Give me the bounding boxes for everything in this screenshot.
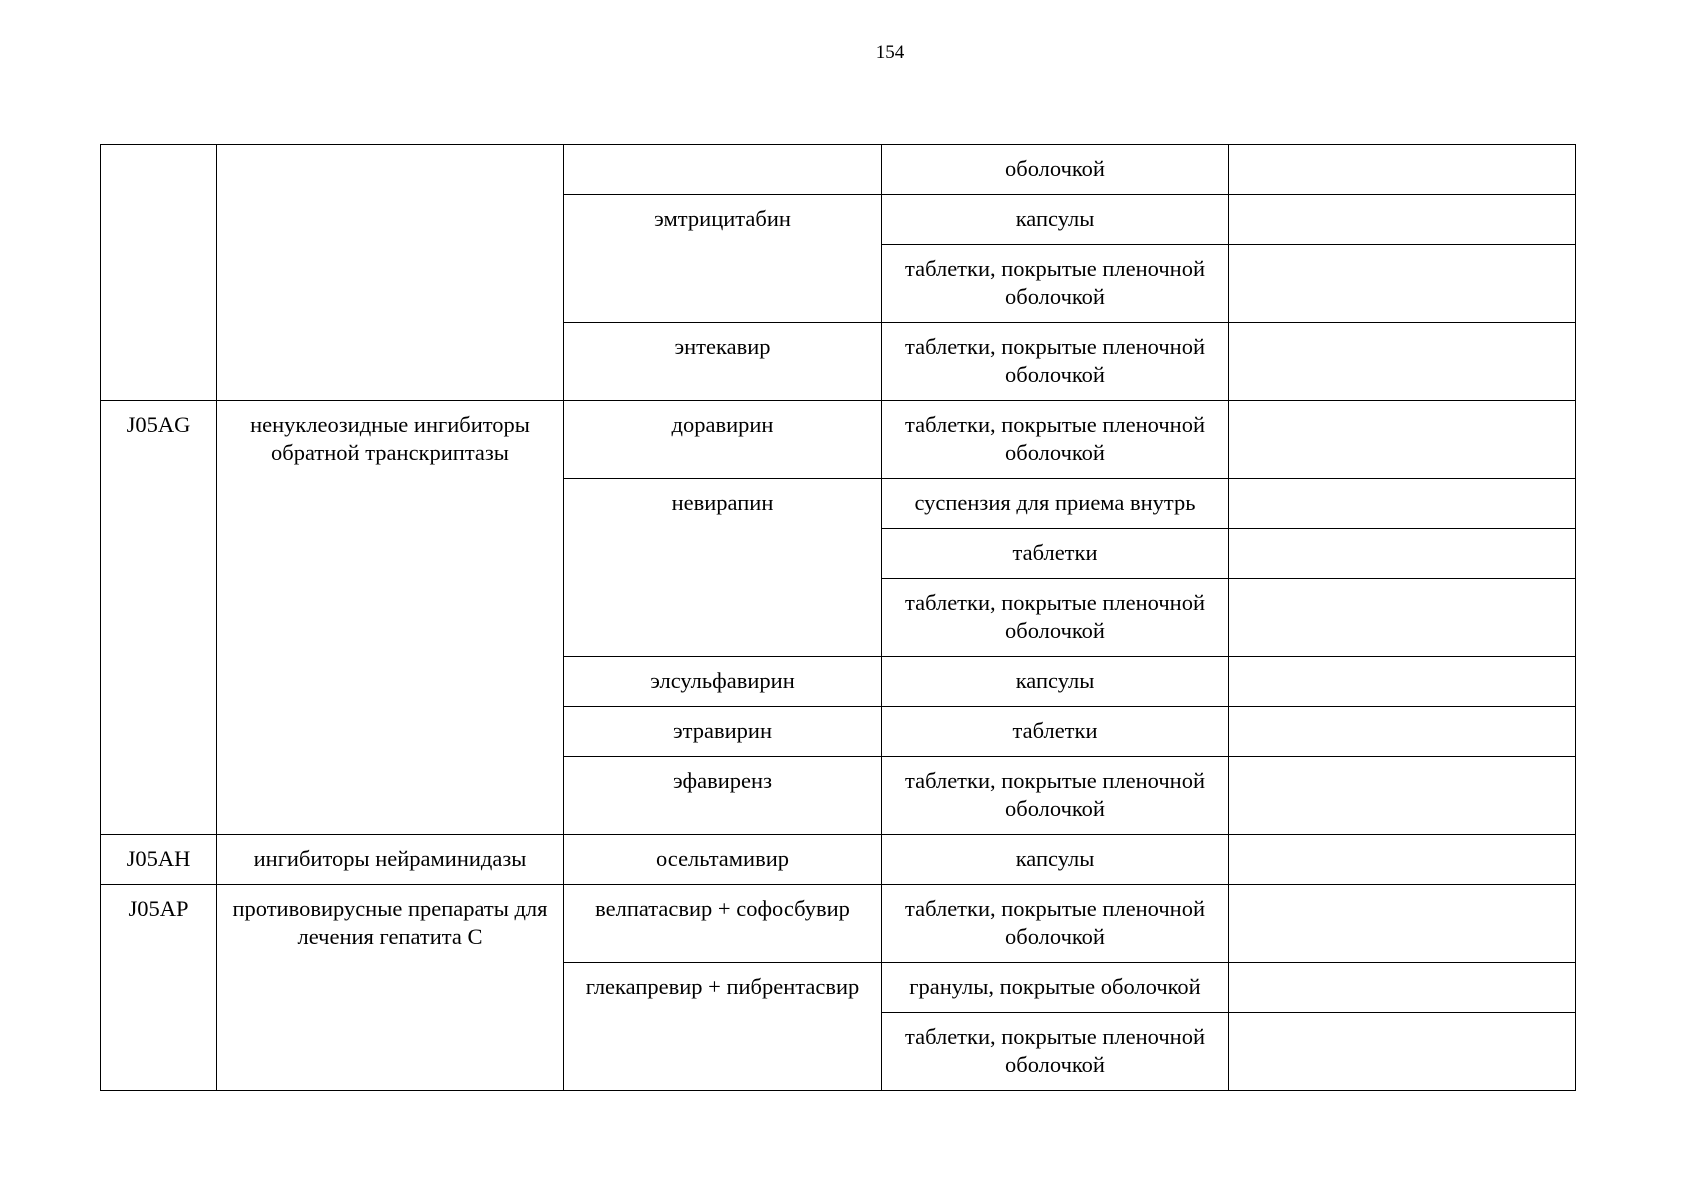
drug-name-cell: осельтамивир	[564, 835, 882, 885]
drug-name-cell: невирапин	[564, 479, 882, 657]
extra-cell	[1229, 835, 1576, 885]
drug-table	[100, 144, 1576, 1091]
drug-name-cell: этравирин	[564, 707, 882, 757]
drug-name-cell: велпатасвир + софосбувир	[564, 885, 882, 963]
dosage-form-cell: таблетки	[882, 529, 1229, 579]
group-name-cell: противовирусные препараты для лечения гепатита С	[217, 885, 564, 1091]
drug-name-cell: эмтрицитабин	[564, 195, 882, 323]
drug-name-cell: доравирин	[564, 401, 882, 479]
extra-cell	[1229, 529, 1576, 579]
atc-code-cell: J05AH	[101, 835, 217, 885]
dosage-form-cell: оболочкой	[882, 145, 1229, 195]
dosage-form-cell: таблетки, покрытые пленочной оболочкой	[882, 323, 1229, 401]
atc-code-cell: J05AP	[101, 885, 217, 1091]
extra-cell	[1229, 1013, 1576, 1091]
extra-cell	[1229, 707, 1576, 757]
extra-cell	[1229, 401, 1576, 479]
dosage-form-cell: таблетки, покрытые пленочной оболочкой	[882, 579, 1229, 657]
extra-cell	[1229, 579, 1576, 657]
group-name-cell: ингибиторы нейраминидазы	[217, 835, 564, 885]
atc-code-cell	[101, 145, 217, 401]
table-row	[101, 835, 1576, 885]
table-row	[101, 145, 1576, 195]
extra-cell	[1229, 757, 1576, 835]
drug-name-cell: элсульфавирин	[564, 657, 882, 707]
atc-code-cell: J05AG	[101, 401, 217, 835]
group-name-cell	[217, 145, 564, 401]
extra-cell	[1229, 479, 1576, 529]
dosage-form-cell: таблетки, покрытые пленочной оболочкой	[882, 757, 1229, 835]
extra-cell	[1229, 963, 1576, 1013]
dosage-form-cell: суспензия для приема внутрь	[882, 479, 1229, 529]
extra-cell	[1229, 195, 1576, 245]
extra-cell	[1229, 145, 1576, 195]
extra-cell	[1229, 245, 1576, 323]
extra-cell	[1229, 323, 1576, 401]
dosage-form-cell: таблетки, покрытые пленочной оболочкой	[882, 885, 1229, 963]
dosage-form-cell: капсулы	[882, 195, 1229, 245]
table-row	[101, 885, 1576, 963]
dosage-form-cell: таблетки, покрытые пленочной оболочкой	[882, 401, 1229, 479]
dosage-form-cell: таблетки, покрытые пленочной оболочкой	[882, 1013, 1229, 1091]
dosage-form-cell: капсулы	[882, 835, 1229, 885]
dosage-form-cell: таблетки, покрытые пленочной оболочкой	[882, 245, 1229, 323]
extra-cell	[1229, 885, 1576, 963]
extra-cell	[1229, 657, 1576, 707]
group-name-cell: ненуклеозидные ингибиторы обратной транскриптазы	[217, 401, 564, 835]
drug-name-cell: эфавиренз	[564, 757, 882, 835]
page-number: 154	[875, 42, 905, 63]
drug-name-cell: энтекавир	[564, 323, 882, 401]
table-row	[101, 401, 1576, 479]
drug-name-cell: глекапревир + пибрентасвир	[564, 963, 882, 1091]
drug-name-cell	[564, 145, 882, 195]
dosage-form-cell: гранулы, покрытые оболочкой	[882, 963, 1229, 1013]
dosage-form-cell: капсулы	[882, 657, 1229, 707]
dosage-form-cell: таблетки	[882, 707, 1229, 757]
